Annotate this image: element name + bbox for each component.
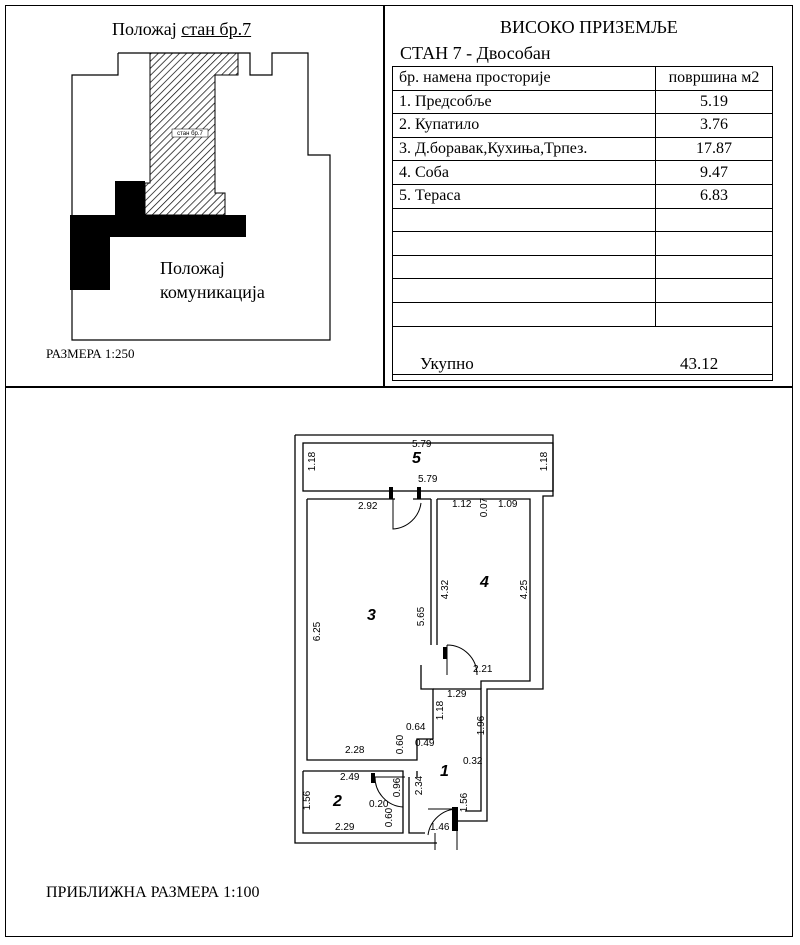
room-area: 6.83 [656,184,773,208]
header-area: површина м2 [656,67,773,91]
apartment-title: СТАН 7 - Двособан [400,43,551,63]
dim-living-top: 2.92 [358,501,378,512]
dim-bath-bottom: 2.29 [335,822,355,833]
dim-bath-b: 0.96 [392,777,404,798]
table-bottom-rule [392,380,773,381]
room-name [393,232,656,256]
panel-divider-vertical [383,5,385,387]
location-title [112,19,251,40]
dim-bath-top: 2.49 [340,772,360,783]
table-row [393,161,773,185]
communication-label-2: комуникација [160,282,265,302]
room-area: 5.19 [656,90,773,114]
dim-hall-g: 2.34 [414,775,426,796]
dim-terrace-top: 5.79 [412,439,432,450]
dim-hall-b: 1.96 [476,715,488,736]
table-right-border [772,66,773,380]
room-name: 3. Д.боравак,Кухиња,Трпез. [393,137,656,161]
dim-bath-c: 0.60 [384,807,396,828]
dim-bath-a: 0.20 [369,799,389,810]
room-number-1: 1 [440,763,449,780]
room-area [656,279,773,303]
room-name: 5. Тераса [393,184,656,208]
dim-hall-bottom: 1.46 [430,822,450,833]
unit-tag: стан бр.7 [177,131,203,137]
dim-hall-top: 1.29 [447,689,467,700]
room-name: 2. Купатило [393,114,656,138]
dim-room4-right: 4.25 [519,579,531,600]
dim-room4-top-a: 1.12 [452,499,472,510]
communication-block [115,181,145,215]
total-label: Укупно [420,354,474,373]
dim-hall-c: 0.64 [406,722,426,733]
room-name [393,255,656,279]
total-value: 43.12 [680,354,719,373]
room-name: 4. Соба [393,161,656,185]
table-left-border [392,66,393,380]
footer-scale: ПРИБЛИЖНА РАЗМЕРА 1:100 [46,884,260,901]
location-title-unit: стан бр.7 [181,19,252,39]
location-scale: РАЗМЕРА 1:250 [46,346,135,361]
table-header-row [393,67,773,91]
dim-terrace-left: 1.18 [307,451,319,472]
room-name [393,302,656,326]
dim-terrace-right: 1.18 [539,451,551,472]
dim-room4-door: 2.21 [473,664,493,675]
room-area: 9.47 [656,161,773,185]
room-name: 1. Предсобље [393,90,656,114]
table-row [393,279,773,303]
dim-hall-f: 0.32 [463,756,483,767]
door-living [393,499,421,529]
room-name [393,279,656,303]
dim-hall-e: 0.60 [395,734,407,755]
room-number-2: 2 [333,793,342,810]
dim-living-bottom: 2.28 [345,745,365,756]
dim-room4-top-c: 1.09 [498,499,518,510]
table-row [393,114,773,138]
table-row [393,90,773,114]
room-area: 3.76 [656,114,773,138]
dim-hall-a: 1.18 [435,700,447,721]
room-number-3: 3 [367,607,376,624]
rooms-table [392,66,773,327]
table-row [393,302,773,326]
header-room: бр. намена просторије [393,67,656,91]
table-row [393,137,773,161]
dim-terrace-bottom: 5.79 [418,474,438,485]
room-area [656,208,773,232]
table-row [393,255,773,279]
dim-living-left: 6.25 [312,621,324,642]
table-row [393,184,773,208]
room-area: 17.87 [656,137,773,161]
floor-title: ВИСОКО ПРИЗЕМЉЕ [500,17,678,37]
dim-bath-left: 1.56 [302,790,314,811]
room-name [393,208,656,232]
dim-room4-left: 4.32 [440,579,452,600]
room-area [656,232,773,256]
table-row [393,208,773,232]
communication-label-1: Положај [160,258,225,278]
table-row [393,232,773,256]
dim-living-right: 5.65 [416,606,428,627]
room-area [656,302,773,326]
dim-room4-top-b: 0.07 [479,497,491,518]
location-title-prefix: Положај [112,19,182,39]
dim-hall-d: 0.49 [415,738,435,749]
room-number-4: 4 [480,574,489,591]
outer-wall [295,435,553,821]
room-number-5: 5 [412,450,421,467]
room-area [656,255,773,279]
dim-hall-h: 1.56 [459,792,471,813]
panel-divider-horizontal [5,386,793,388]
